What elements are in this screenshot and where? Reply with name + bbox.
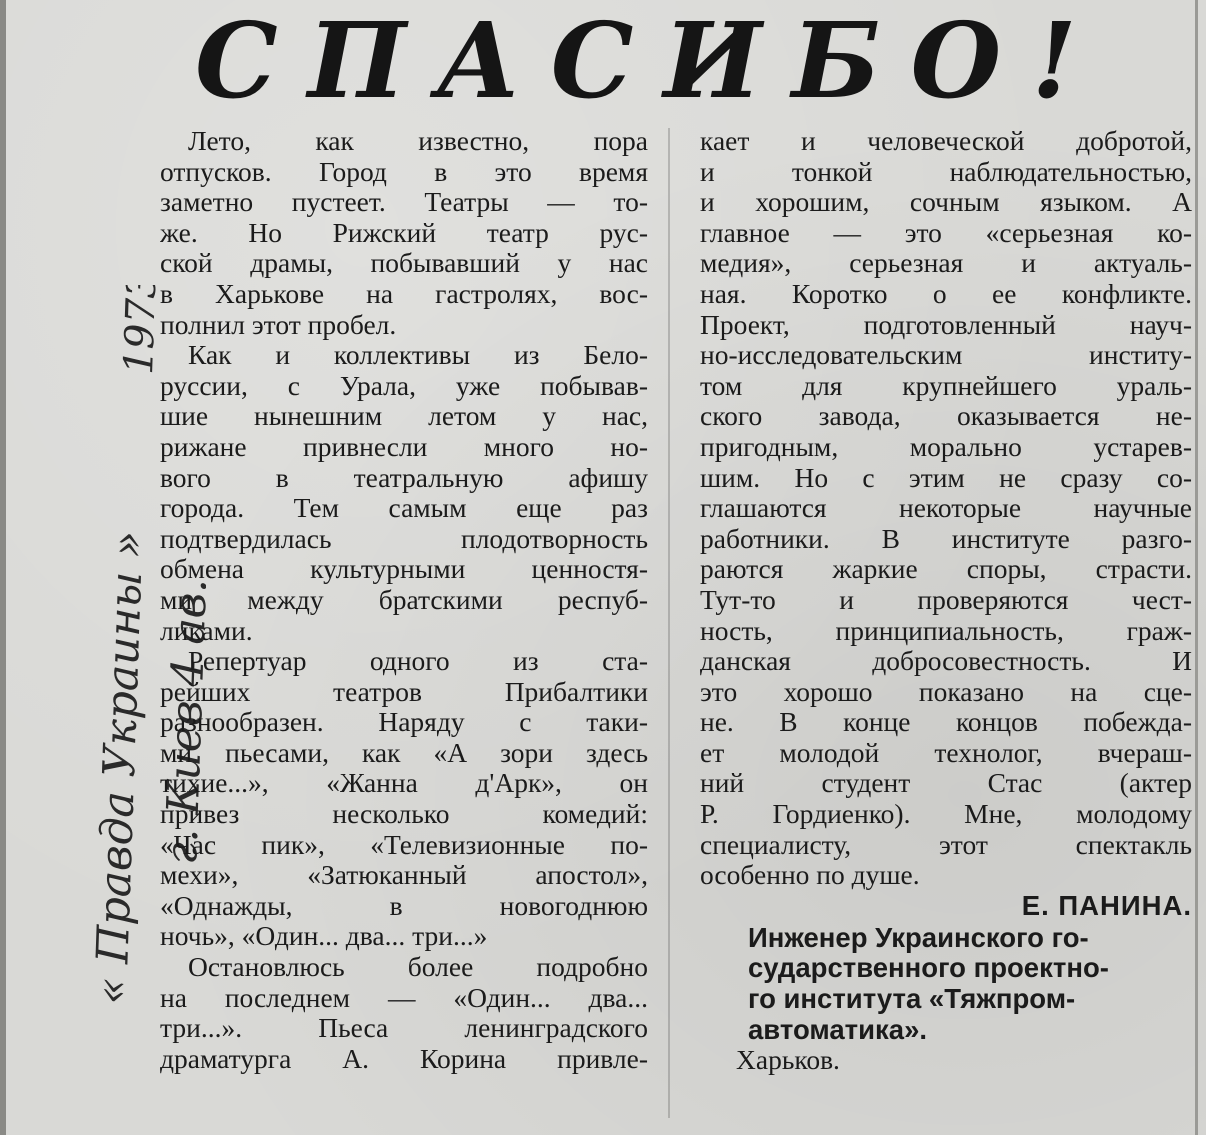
article-line: глашаются некоторые научные: [700, 493, 1192, 524]
article-line: Как и коллективы из Бело-: [188, 340, 648, 371]
article-line: «Однажды, в новогоднюю: [160, 890, 648, 921]
article-line: и тонкой наблюдательностью,: [700, 156, 1192, 187]
article-line: ской драмы, побывавший у нас: [160, 248, 648, 279]
article-line: не. В конце концов побежда-: [700, 707, 1192, 738]
author-title-line: автоматика».: [748, 1013, 928, 1045]
article-line: ний студент Стас (актер: [700, 768, 1192, 799]
article-line: ная. Коротко о ее конфликте.: [700, 278, 1192, 309]
article-line: работники. В институте разго-: [700, 523, 1192, 554]
article-line: мехи», «Затюканный апостол»,: [160, 860, 648, 891]
article-line: специалисту, этот спектакль: [700, 829, 1192, 860]
article-line: Лето, как известно, пора: [188, 126, 648, 156]
article-line: отпусков. Город в это время: [160, 156, 648, 187]
article-line: главное — это «серьезная ко-: [700, 217, 1192, 248]
article-line: ночь», «Один... два... три...»: [160, 920, 488, 952]
article-line: особенно по душе.: [700, 859, 920, 891]
author-title-line: го института «Тяжпром-: [748, 983, 1076, 1015]
article-line: ность, принципиальность, граж-: [700, 615, 1192, 646]
article-line: рейших театров Прибалтики: [160, 676, 648, 707]
article-line: шим. Но с этим не сразу со-: [700, 462, 1192, 493]
article-line: полнил этот пробел.: [160, 308, 397, 340]
clipping-right-edge: [1195, 0, 1198, 1135]
article-line: пригодным, морально устарев-: [700, 431, 1192, 462]
article-column-right-text: [700, 126, 1192, 891]
article-line: рижане привнесли много но-: [160, 431, 648, 462]
author-city: Харьков.: [736, 1044, 840, 1076]
article-line: раются жаркие споры, страсти.: [700, 554, 1192, 585]
clipping-left-edge: [0, 0, 6, 1135]
article-column-right: [700, 126, 1192, 1076]
article-line: разнообразен. Наряду с таки-: [160, 707, 648, 738]
article-line: «Час пик», «Телевизионные по-: [160, 829, 648, 860]
article-line: том для крупнейшего ураль-: [700, 370, 1192, 401]
article-line: но-исследовательским институ-: [700, 340, 1192, 371]
article-line: обмена культурными ценностя-: [160, 554, 648, 585]
article-line: привез несколько комедий:: [160, 799, 648, 830]
article-column-left: [160, 126, 648, 1074]
article-line: руссии, с Урала, уже побывав-: [160, 370, 648, 401]
article-line: Тут-то и проверяются чест-: [700, 584, 1192, 615]
article-line: подтвердилась плодотворность: [160, 523, 648, 554]
article-line: заметно пустеет. Театры — то-: [160, 187, 648, 218]
article-line: данская добросовестность. И: [700, 646, 1192, 677]
article-line: Проект, подготовленный науч-: [700, 309, 1192, 340]
handwritten-source: « Правда Украины »: [86, 529, 154, 1006]
author-title-line: Инженер Украинского го-: [748, 921, 1089, 953]
article-line: драматурга А. Корина привле-: [160, 1043, 648, 1074]
article-line: Р. Гордиенко). Мне, молодому: [700, 799, 1192, 830]
article-line: на последнем — «Один... два...: [160, 982, 648, 1013]
byline: [700, 891, 1192, 1076]
article-line: Репертуар одного из ста-: [188, 646, 648, 677]
article-line: ликами.: [160, 614, 253, 646]
article-line: ми пьесами, как «А зори здесь: [160, 737, 648, 768]
article-line: вого в театральную афишу: [160, 462, 648, 493]
headline: СПАСИБО!: [195, 0, 1107, 122]
handwritten-year: 1973: [116, 285, 166, 376]
article-line: же. Но Рижский театр рус-: [160, 217, 648, 248]
article-line: это хорошо показано на сце-: [700, 676, 1192, 707]
article-line: шие нынешним летом у нас,: [160, 401, 648, 432]
author-title-line: сударственного проектно-: [748, 952, 1109, 984]
article-line: три...». Пьеса ленинградского: [160, 1013, 648, 1044]
article-line: медия», серьезная и актуаль-: [700, 248, 1192, 279]
article-line: в Харькове на гастролях, вос-: [160, 278, 648, 309]
column-divider: [668, 128, 670, 1118]
handwritten-place-date: г. Киев 4 ав.: [156, 577, 206, 866]
author-name: Е. ПАНИНА.: [1021, 889, 1192, 921]
article-line: кает и человеческой добротой,: [700, 126, 1192, 156]
article-line: ми между братскими респуб-: [160, 584, 648, 615]
article-line: и хорошим, сочным языком. А: [700, 187, 1192, 218]
article-line: ского завода, оказывается не-: [700, 401, 1192, 432]
article-line: города. Тем самым еще раз: [160, 493, 648, 524]
article-line: тихие...», «Жанна д'Арк», он: [160, 768, 648, 799]
article-line: ет молодой технолог, вчераш-: [700, 737, 1192, 768]
article-line: Остановлюсь более подробно: [188, 952, 648, 983]
